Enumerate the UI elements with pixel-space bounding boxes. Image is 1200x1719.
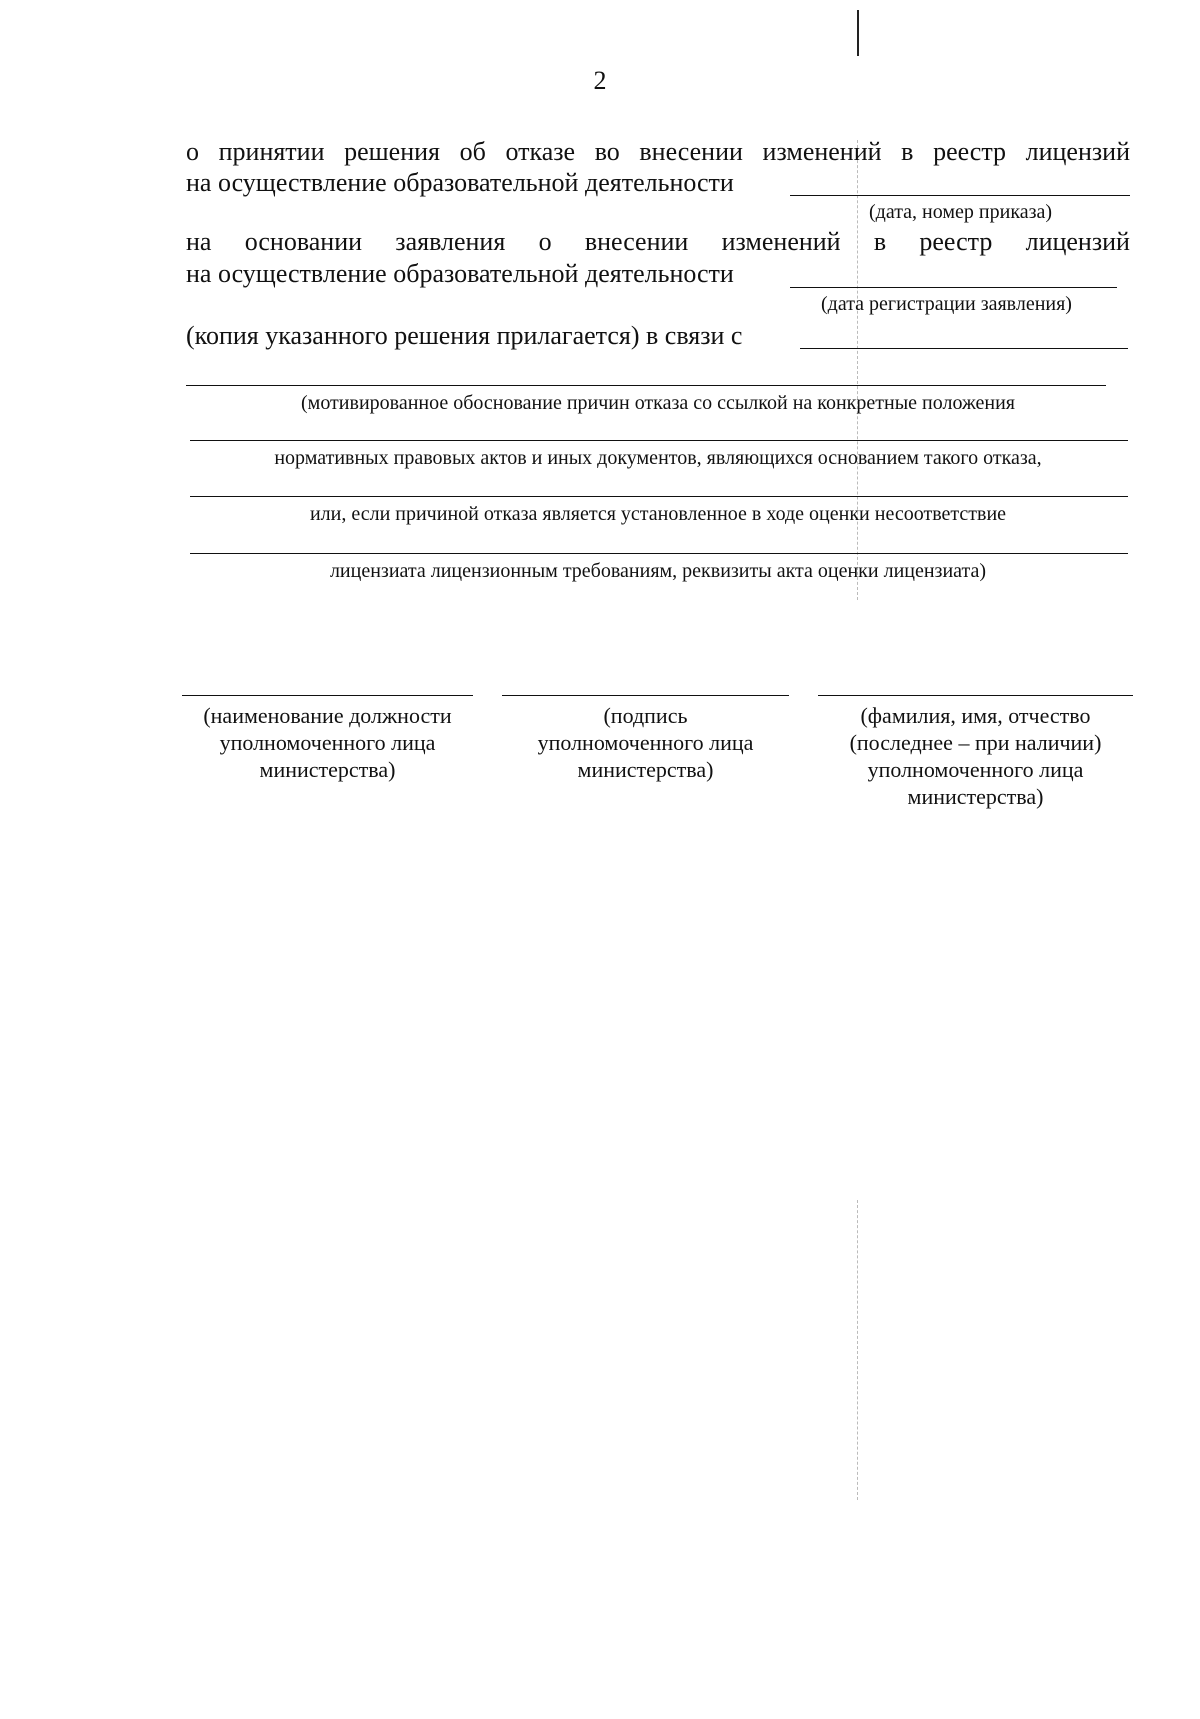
word: принятии bbox=[218, 137, 325, 166]
word: лицензий bbox=[1025, 137, 1130, 166]
caption-line: министерства) bbox=[907, 784, 1044, 809]
full-name-caption bbox=[816, 702, 1135, 810]
paragraph1-line2-text: на осуществление образовательной деятельности bbox=[186, 168, 734, 197]
word: изменений bbox=[762, 137, 882, 166]
scan-fold-line bbox=[857, 140, 858, 600]
order-date-number-hint: (дата, номер приказа) bbox=[869, 201, 1053, 223]
word: во bbox=[594, 137, 620, 166]
justification-hint-2: нормативных правовых актов и иных документов, являющихся основанием такого отказа, bbox=[274, 447, 1042, 469]
paragraph1-line1 bbox=[186, 137, 1130, 167]
caption-line: (фамилия, имя, отчество bbox=[860, 703, 1091, 728]
scan-edge-mark bbox=[857, 10, 859, 56]
caption-line: (наименование должности bbox=[203, 703, 452, 728]
justification-hint-3: или, если причиной отказа является установленное в ходе оценки несоответствие bbox=[309, 503, 1007, 525]
word: о bbox=[538, 227, 552, 256]
word: реестр bbox=[919, 227, 993, 256]
word: об bbox=[459, 137, 486, 166]
application-date-hint: (дата регистрации заявления) bbox=[821, 293, 1072, 315]
signature-line[interactable] bbox=[502, 695, 789, 696]
justification-line-2[interactable] bbox=[190, 440, 1128, 441]
caption-line: (последнее – при наличии) bbox=[849, 730, 1102, 755]
caption-line: уполномоченного лица bbox=[867, 757, 1084, 782]
paragraph1-line2 bbox=[186, 168, 1130, 198]
justification-line-4[interactable] bbox=[190, 553, 1128, 554]
paragraph2-line1 bbox=[186, 227, 1130, 257]
scan-fold-line-lower bbox=[857, 1200, 858, 1500]
word: решения bbox=[344, 137, 441, 166]
word: основании bbox=[244, 227, 363, 256]
position-signature-line[interactable] bbox=[182, 695, 473, 696]
word: в bbox=[873, 227, 887, 256]
justification-hint-1: (мотивированное обоснование причин отказа со ссылкой на конкретные положения bbox=[301, 392, 1015, 414]
word: изменений bbox=[721, 227, 841, 256]
caption-line: министерства) bbox=[259, 757, 396, 782]
word: реестр bbox=[933, 137, 1007, 166]
position-caption bbox=[180, 702, 475, 783]
paragraph2-line2 bbox=[186, 259, 1130, 289]
word: на bbox=[186, 227, 212, 256]
signature-caption bbox=[500, 702, 791, 783]
caption-line: уполномоченного лица bbox=[219, 730, 436, 755]
paragraph3-line bbox=[186, 321, 1130, 351]
full-name-signature-line[interactable] bbox=[818, 695, 1133, 696]
page-number: 2 bbox=[593, 66, 607, 95]
paragraph3-text: (копия указанного решения прилагается) в связи с bbox=[186, 321, 743, 350]
justification-line-1[interactable] bbox=[186, 385, 1106, 386]
application-date-field[interactable] bbox=[790, 287, 1117, 288]
caption-line: (подпись bbox=[603, 703, 688, 728]
word: о bbox=[186, 137, 199, 166]
word: лицензий bbox=[1025, 227, 1130, 256]
reason-field-inline[interactable] bbox=[800, 348, 1128, 349]
paragraph2-line2-text: на осуществление образовательной деятельности bbox=[186, 259, 734, 288]
caption-line: министерства) bbox=[577, 757, 714, 782]
word: в bbox=[901, 137, 914, 166]
justification-line-3[interactable] bbox=[190, 496, 1128, 497]
word: внесении bbox=[639, 137, 743, 166]
justification-hint-4: лицензиата лицензионным требованиям, реквизиты акта оценки лицензиата) bbox=[329, 560, 987, 582]
word: отказе bbox=[505, 137, 576, 166]
caption-line: уполномоченного лица bbox=[537, 730, 754, 755]
order-date-number-field[interactable] bbox=[790, 195, 1130, 196]
word: заявления bbox=[395, 227, 506, 256]
word: внесении bbox=[584, 227, 689, 256]
